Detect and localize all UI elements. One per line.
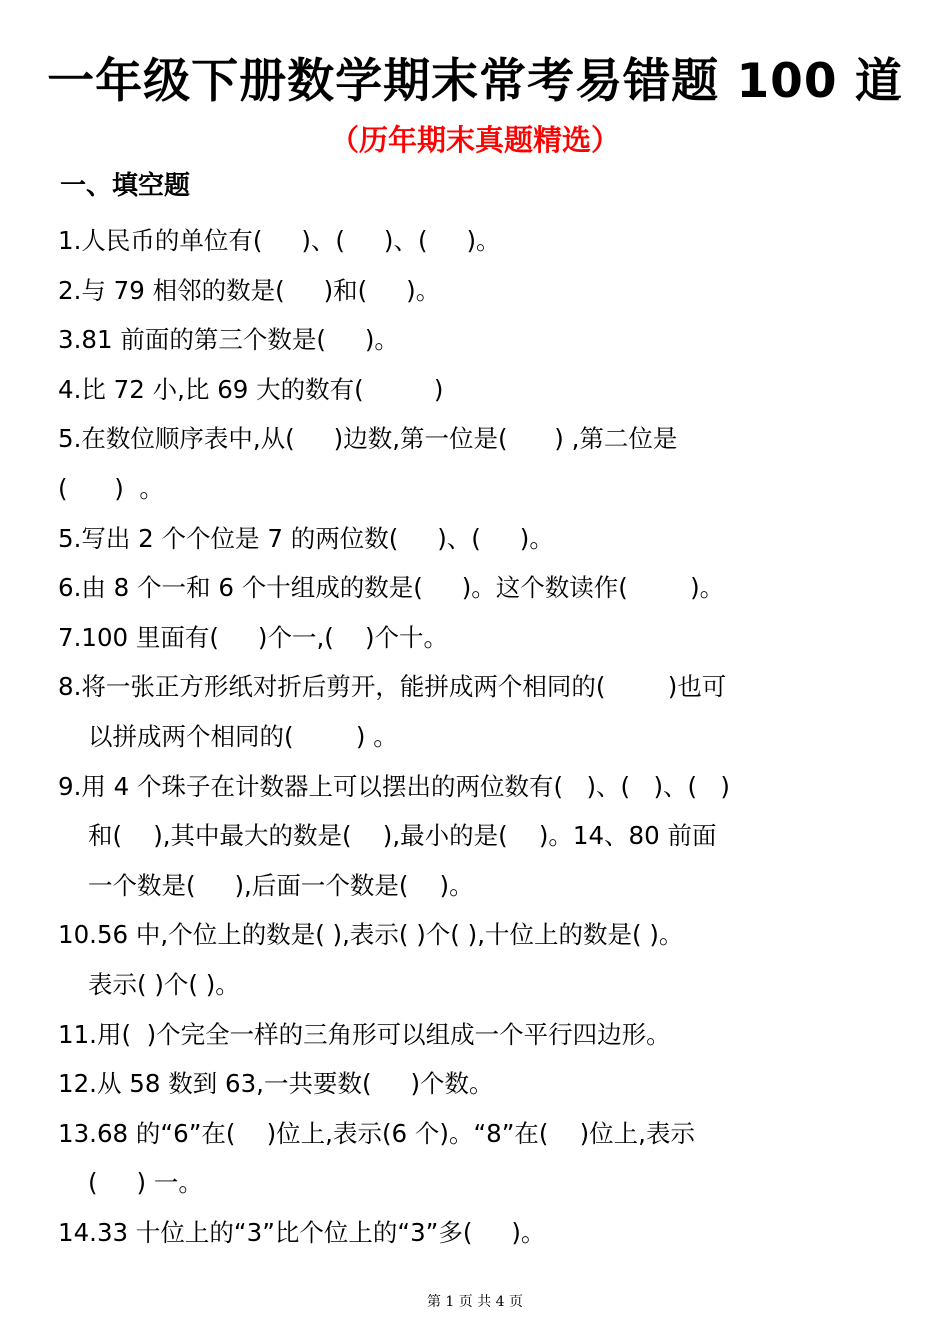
question-line: 9.用 4 个珠子在计数器上可以摆出的两位数有( )、( )、( ) [58, 771, 730, 801]
question-line: 5.在数位顺序表中,从( )边数,第一位是( ) ,第二位是 [58, 424, 678, 454]
question-line: 7.100 里面有( )个一,( )个十。 [58, 622, 449, 652]
question-line: 1.人民币的单位有( )、( )、( )。 [58, 226, 501, 255]
question-line: 11.用( )个完全一样的三角形可以组成一个平行四边形。 [58, 1019, 671, 1049]
question-line: 13.68 的“6”在( )位上,表示(6 个)。“8”在( )位上,表示 [58, 1118, 695, 1148]
document-title: 一年级下册数学期末常考易错题 100 道 [47, 54, 903, 109]
section-heading: 一、填空题 [60, 171, 191, 201]
question-line: 10.56 中,个位上的数是( ),表示( )个( ),十位上的数是( )。 [58, 920, 684, 950]
question-line: 2.与 79 相邻的数是( )和( )。 [58, 275, 441, 305]
question-line-continuation: 一个数是( ),后面一个数是( )。 [88, 870, 474, 900]
question-line-continuation: ( ) 。 [58, 473, 164, 503]
question-list [58, 216, 898, 1257]
question-line: 5.写出 2 个个位是 7 的两位数( )、( )。 [58, 523, 554, 553]
question-line-continuation: ( ) 一。 [88, 1168, 203, 1198]
document-subtitle: （历年期末真题精选） [329, 123, 620, 157]
question-line: 12.从 58 数到 63,一共要数( )个数。 [58, 1069, 494, 1099]
question-line: 3.81 前面的第三个数是( )。 [58, 325, 399, 355]
question-line-continuation: 和( ),其中最大的数是( ),最小的是( )。14、80 前面 [88, 821, 717, 851]
question-line: 6.由 8 个一和 6 个十组成的数是( )。这个数读作( )。 [58, 573, 725, 603]
question-line: 4.比 72 小,比 69 大的数有( ) [58, 374, 444, 404]
question-line-continuation: 表示( )个( )。 [88, 969, 240, 999]
question-line: 14.33 十位上的“3”比个位上的“3”多( )。 [58, 1217, 546, 1247]
page-footer: 第 1 页 共 4 页 [426, 1294, 524, 1310]
question-line-continuation: 以拼成两个相同的( ) 。 [88, 721, 398, 751]
question-line: 8.将一张正方形纸对折后剪开，能拼成两个相同的( )也可 [58, 672, 727, 702]
